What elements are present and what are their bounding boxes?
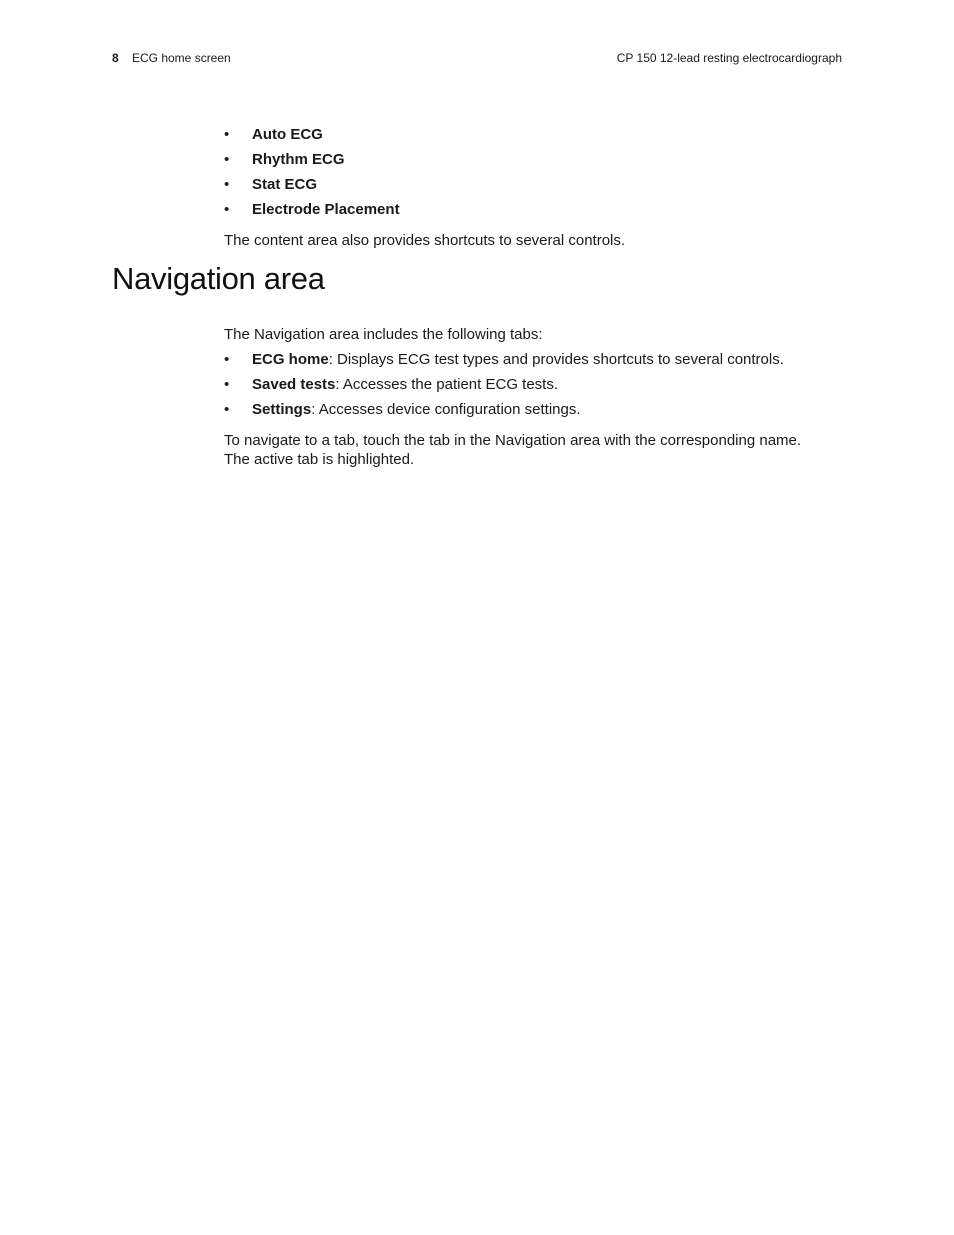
bullet-icon: • [224, 126, 230, 143]
navigation-instructions-line: To navigate to a tab, touch the tab in the Navigation area with the corresponding name. [224, 432, 802, 449]
navigation-instructions-paragraph [224, 431, 844, 469]
list-item-description: : Displays ECG test types and provides shortcuts to several controls. [328, 351, 784, 368]
list-item-description: : Accesses the patient ECG tests. [335, 376, 558, 393]
test-type-list [224, 125, 400, 225]
bullet-icon: • [224, 401, 230, 418]
list-item-term: Rhythm ECG [252, 151, 345, 168]
list-item [224, 375, 784, 400]
list-item [224, 400, 784, 425]
list-item-term: Auto ECG [252, 126, 323, 143]
navigation-instructions-line: The active tab is highlighted. [224, 451, 415, 468]
bullet-icon: • [224, 176, 230, 193]
navigation-intro-paragraph: The Navigation area includes the following tabs: [224, 326, 543, 343]
list-item [224, 350, 784, 375]
list-item-description: : Accesses device configuration settings. [311, 401, 581, 418]
navigation-tab-list [224, 350, 784, 425]
running-document-title: CP 150 12-lead resting electrocardiograph [616, 51, 842, 65]
bullet-icon: • [224, 376, 230, 393]
content-area-paragraph: The content area also provides shortcuts to several controls. [224, 232, 626, 249]
bullet-icon: • [224, 351, 230, 368]
running-section-title: ECG home screen [132, 51, 231, 65]
list-item [224, 175, 400, 200]
list-item-term: Saved tests [252, 376, 336, 393]
list-item-term: ECG home [252, 351, 329, 368]
list-item-term: Settings [252, 401, 312, 418]
section-heading: Navigation area [112, 261, 325, 296]
page-number: 8 [112, 51, 119, 65]
list-item [224, 125, 400, 150]
list-item-term: Electrode Placement [252, 201, 400, 218]
bullet-icon: • [224, 201, 230, 218]
list-item-term: Stat ECG [252, 176, 318, 193]
page-header [112, 49, 842, 67]
list-item [224, 150, 400, 175]
list-item [224, 200, 400, 225]
bullet-icon: • [224, 151, 230, 168]
